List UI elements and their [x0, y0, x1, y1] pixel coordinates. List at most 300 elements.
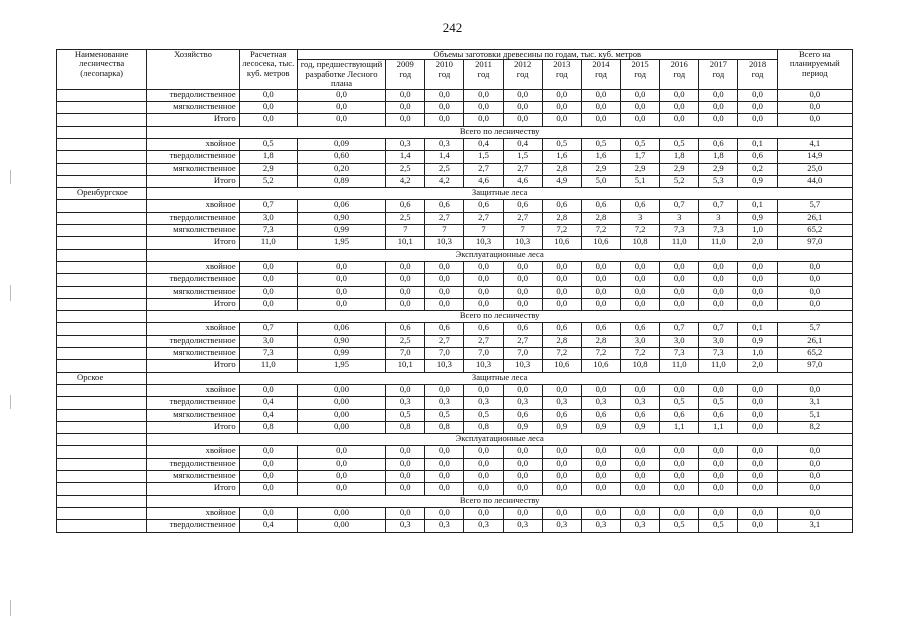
- value-cell: 7,2: [581, 225, 620, 237]
- value-cell: 10,6: [581, 237, 620, 249]
- value-cell: 0,0: [581, 471, 620, 483]
- farm-label: мягколиственное: [147, 225, 239, 237]
- value-cell: 10,6: [581, 360, 620, 372]
- value-cell: 3,0: [239, 212, 297, 224]
- value-cell: 0,0: [738, 409, 777, 421]
- value-cell: 0,3: [503, 397, 542, 409]
- value-cell: 0,0: [425, 286, 464, 298]
- value-cell: 0,8: [425, 421, 464, 433]
- value-cell: 0,0: [386, 102, 425, 114]
- value-cell: 0,3: [621, 397, 660, 409]
- value-cell: 4,2: [386, 175, 425, 187]
- value-cell: 0,20: [297, 163, 385, 175]
- value-cell: 0,0: [699, 384, 738, 396]
- value-cell: 0,0: [621, 114, 660, 126]
- value-cell: 0,6: [699, 409, 738, 421]
- forestry-cell: [57, 495, 147, 507]
- forestry-cell: [57, 520, 147, 532]
- value-cell: 0,0: [297, 274, 385, 286]
- value-cell: 2,0: [738, 360, 777, 372]
- value-cell: 0,00: [297, 520, 385, 532]
- value-cell: 2,7: [503, 163, 542, 175]
- value-cell: 2,7: [464, 163, 503, 175]
- value-cell: 0,5: [542, 139, 581, 151]
- value-cell: 0,7: [699, 323, 738, 335]
- value-cell: 0,0: [386, 384, 425, 396]
- value-cell: 97,0: [777, 360, 852, 372]
- value-cell: 0,3: [621, 520, 660, 532]
- forestry-cell: [57, 360, 147, 372]
- value-cell: 1,4: [386, 151, 425, 163]
- value-cell: 44,0: [777, 175, 852, 187]
- value-cell: 0,5: [660, 397, 699, 409]
- header-year-2011: [464, 60, 503, 89]
- table-row: [57, 384, 853, 396]
- value-cell: 7,0: [425, 348, 464, 360]
- value-cell: 0,6: [503, 200, 542, 212]
- value-cell: 0,0: [464, 483, 503, 495]
- value-cell: 0,0: [386, 261, 425, 273]
- table-row: [57, 360, 853, 372]
- header-cutting-area: Расчетная лесосека, тыс. куб. метров: [239, 50, 297, 90]
- value-cell: 2,7: [425, 335, 464, 347]
- value-cell: 0,0: [297, 483, 385, 495]
- farm-label: твердолиственное: [147, 274, 239, 286]
- value-cell: 0,0: [660, 274, 699, 286]
- header-year-unit: год: [673, 68, 686, 79]
- header-year-unit: год: [477, 68, 490, 79]
- table-row: [57, 139, 853, 151]
- header-year-2016: [660, 60, 699, 89]
- value-cell: 0,0: [425, 261, 464, 273]
- value-cell: 7: [464, 225, 503, 237]
- value-cell: 2,9: [621, 163, 660, 175]
- forestry-cell: [57, 175, 147, 187]
- value-cell: 0,0: [738, 471, 777, 483]
- value-cell: 0,0: [660, 286, 699, 298]
- value-cell: 0,9: [738, 335, 777, 347]
- header-year-value: 2011: [475, 59, 492, 70]
- value-cell: 0,0: [386, 114, 425, 126]
- value-cell: 0,0: [777, 261, 852, 273]
- value-cell: 0,0: [621, 507, 660, 519]
- forestry-cell: [57, 348, 147, 360]
- value-cell: 0,0: [621, 286, 660, 298]
- value-cell: 0,0: [239, 384, 297, 396]
- section-row: [57, 126, 853, 138]
- value-cell: 3: [699, 212, 738, 224]
- header-year-value: 2018: [748, 59, 767, 70]
- value-cell: 0,9: [738, 175, 777, 187]
- value-cell: 0,0: [660, 458, 699, 470]
- value-cell: 0,0: [297, 114, 385, 126]
- value-cell: 5,2: [660, 175, 699, 187]
- value-cell: 0,0: [542, 102, 581, 114]
- value-cell: 10,3: [464, 237, 503, 249]
- value-cell: 0,0: [542, 89, 581, 101]
- value-cell: 0,0: [581, 102, 620, 114]
- value-cell: 0,00: [297, 507, 385, 519]
- section-row: [57, 249, 853, 261]
- value-cell: 7: [425, 225, 464, 237]
- section-label: Всего по лесничеству: [147, 495, 853, 507]
- section-label: Защитные леса: [147, 188, 853, 200]
- value-cell: 0,0: [581, 384, 620, 396]
- table-row: [57, 151, 853, 163]
- value-cell: 0,0: [464, 446, 503, 458]
- value-cell: 0,0: [581, 446, 620, 458]
- forestry-cell: [57, 323, 147, 335]
- farm-label: хвойное: [147, 139, 239, 151]
- value-cell: 0,0: [503, 298, 542, 310]
- value-cell: 0,0: [581, 458, 620, 470]
- farm-label: твердолиственное: [147, 458, 239, 470]
- value-cell: 3,0: [621, 335, 660, 347]
- value-cell: 0,0: [542, 384, 581, 396]
- value-cell: 0,7: [239, 323, 297, 335]
- header-year-2012: [503, 60, 542, 89]
- value-cell: 0,0: [660, 89, 699, 101]
- value-cell: 0,0: [464, 261, 503, 273]
- value-cell: 0,0: [464, 471, 503, 483]
- value-cell: 0,0: [738, 286, 777, 298]
- value-cell: 0,0: [239, 298, 297, 310]
- value-cell: 0,5: [621, 139, 660, 151]
- value-cell: 1,8: [699, 151, 738, 163]
- value-cell: 0,3: [425, 139, 464, 151]
- value-cell: 1,95: [297, 360, 385, 372]
- value-cell: 26,1: [777, 335, 852, 347]
- value-cell: 2,9: [581, 163, 620, 175]
- value-cell: 1,7: [621, 151, 660, 163]
- value-cell: 0,0: [581, 507, 620, 519]
- value-cell: 0,0: [738, 458, 777, 470]
- table-row: [57, 298, 853, 310]
- forestry-cell: [57, 409, 147, 421]
- value-cell: 0,0: [239, 286, 297, 298]
- value-cell: 2,7: [503, 335, 542, 347]
- scan-artifact: [10, 285, 11, 301]
- farm-label: мягколиственное: [147, 409, 239, 421]
- farm-label: Итого: [147, 421, 239, 433]
- header-year-value: 2013: [553, 59, 571, 70]
- value-cell: 0,0: [699, 261, 738, 273]
- forestry-cell: [57, 507, 147, 519]
- value-cell: 0,5: [581, 139, 620, 151]
- value-cell: 0,06: [297, 323, 385, 335]
- value-cell: 11,0: [239, 360, 297, 372]
- value-cell: 0,7: [699, 200, 738, 212]
- value-cell: 0,2: [738, 163, 777, 175]
- forestry-cell: [57, 458, 147, 470]
- value-cell: 0,0: [297, 261, 385, 273]
- value-cell: 0,0: [777, 114, 852, 126]
- farm-label: хвойное: [147, 507, 239, 519]
- value-cell: 0,0: [425, 102, 464, 114]
- farm-label: хвойное: [147, 200, 239, 212]
- value-cell: 0,0: [425, 298, 464, 310]
- farm-label: мягколиственное: [147, 348, 239, 360]
- value-cell: 0,6: [660, 409, 699, 421]
- value-cell: 0,6: [699, 139, 738, 151]
- forestry-cell: [57, 212, 147, 224]
- value-cell: 2,7: [425, 212, 464, 224]
- forestry-cell: [57, 114, 147, 126]
- value-cell: 0,0: [777, 274, 852, 286]
- value-cell: 0,0: [297, 458, 385, 470]
- value-cell: 0,0: [425, 114, 464, 126]
- scan-artifact: [10, 395, 11, 409]
- header-year-value: 2017: [709, 59, 727, 70]
- forestry-cell: [57, 384, 147, 396]
- value-cell: 0,8: [464, 421, 503, 433]
- value-cell: 0,0: [297, 471, 385, 483]
- value-cell: 2,7: [464, 212, 503, 224]
- header-year-unit: год: [438, 68, 451, 79]
- value-cell: 0,0: [464, 114, 503, 126]
- value-cell: 0,0: [464, 102, 503, 114]
- value-cell: 10,3: [425, 237, 464, 249]
- scan-artifact: [10, 170, 11, 184]
- table-row: [57, 274, 853, 286]
- header-year-unit: год: [516, 68, 529, 79]
- forestry-cell: [57, 163, 147, 175]
- value-cell: 0,6: [581, 200, 620, 212]
- value-cell: 2,5: [386, 335, 425, 347]
- value-cell: 1,5: [464, 151, 503, 163]
- value-cell: 0,3: [425, 520, 464, 532]
- value-cell: 0,0: [621, 384, 660, 396]
- value-cell: 0,0: [425, 483, 464, 495]
- value-cell: 0,0: [699, 458, 738, 470]
- value-cell: 0,4: [503, 139, 542, 151]
- value-cell: 0,0: [239, 261, 297, 273]
- value-cell: 5,7: [777, 200, 852, 212]
- value-cell: 0,4: [464, 139, 503, 151]
- value-cell: 0,1: [738, 323, 777, 335]
- value-cell: 0,0: [738, 483, 777, 495]
- value-cell: 0,6: [503, 409, 542, 421]
- table-row: [57, 261, 853, 273]
- farm-label: твердолиственное: [147, 89, 239, 101]
- value-cell: 0,4: [239, 409, 297, 421]
- forestry-cell: [57, 274, 147, 286]
- value-cell: 0,0: [464, 298, 503, 310]
- value-cell: 0,00: [297, 409, 385, 421]
- table-row: [57, 225, 853, 237]
- farm-label: хвойное: [147, 384, 239, 396]
- value-cell: 11,0: [699, 237, 738, 249]
- value-cell: 0,0: [660, 507, 699, 519]
- value-cell: 0,0: [621, 446, 660, 458]
- forestry-cell: [57, 89, 147, 101]
- value-cell: 7,0: [464, 348, 503, 360]
- forestry-cell: [57, 151, 147, 163]
- value-cell: 0,0: [386, 298, 425, 310]
- value-cell: 10,8: [621, 360, 660, 372]
- value-cell: 0,0: [386, 483, 425, 495]
- farm-label: твердолиственное: [147, 151, 239, 163]
- value-cell: 0,0: [699, 102, 738, 114]
- value-cell: 1,6: [581, 151, 620, 163]
- value-cell: 0,3: [386, 520, 425, 532]
- value-cell: 0,5: [239, 139, 297, 151]
- value-cell: 0,0: [386, 471, 425, 483]
- value-cell: 0,0: [699, 483, 738, 495]
- value-cell: 0,0: [386, 274, 425, 286]
- value-cell: 0,6: [621, 409, 660, 421]
- value-cell: 0,0: [425, 384, 464, 396]
- header-year-unit: год: [555, 68, 568, 79]
- value-cell: 0,0: [386, 458, 425, 470]
- value-cell: 3,0: [660, 335, 699, 347]
- value-cell: 0,0: [542, 483, 581, 495]
- value-cell: 0,5: [699, 397, 738, 409]
- value-cell: 0,0: [660, 384, 699, 396]
- value-cell: 7,3: [699, 348, 738, 360]
- value-cell: 0,0: [425, 507, 464, 519]
- farm-label: твердолиственное: [147, 520, 239, 532]
- value-cell: 65,2: [777, 225, 852, 237]
- farm-label: мягколиственное: [147, 471, 239, 483]
- header-year-2010: [425, 60, 464, 89]
- value-cell: 2,9: [239, 163, 297, 175]
- value-cell: 0,0: [738, 446, 777, 458]
- value-cell: 0,6: [738, 151, 777, 163]
- value-cell: 3,0: [699, 335, 738, 347]
- value-cell: 10,3: [503, 237, 542, 249]
- value-cell: 0,0: [738, 274, 777, 286]
- value-cell: 0,0: [503, 274, 542, 286]
- value-cell: 7,2: [542, 348, 581, 360]
- value-cell: 0,0: [699, 446, 738, 458]
- value-cell: 1,6: [542, 151, 581, 163]
- value-cell: 0,0: [297, 298, 385, 310]
- value-cell: 0,0: [660, 483, 699, 495]
- value-cell: 0,6: [425, 200, 464, 212]
- value-cell: 0,0: [777, 471, 852, 483]
- value-cell: 0,0: [621, 102, 660, 114]
- value-cell: 0,0: [777, 384, 852, 396]
- value-cell: 0,0: [738, 102, 777, 114]
- farm-label: Итого: [147, 237, 239, 249]
- farm-label: хвойное: [147, 261, 239, 273]
- harvest-volume-table: [56, 49, 853, 533]
- value-cell: 0,0: [464, 89, 503, 101]
- value-cell: 0,3: [425, 397, 464, 409]
- value-cell: 0,0: [542, 507, 581, 519]
- value-cell: 11,0: [660, 237, 699, 249]
- value-cell: 2,7: [503, 212, 542, 224]
- forestry-cell: [57, 249, 147, 261]
- forestry-cell: [57, 102, 147, 114]
- value-cell: 0,3: [464, 520, 503, 532]
- value-cell: 0,6: [386, 200, 425, 212]
- value-cell: 0,0: [503, 261, 542, 273]
- header-year-unit: год: [595, 68, 607, 79]
- farm-label: Итого: [147, 114, 239, 126]
- value-cell: 0,3: [386, 139, 425, 151]
- value-cell: 0,0: [660, 261, 699, 273]
- value-cell: 0,90: [297, 212, 385, 224]
- value-cell: 2,0: [738, 237, 777, 249]
- value-cell: 5,1: [621, 175, 660, 187]
- value-cell: 0,0: [425, 471, 464, 483]
- value-cell: 2,9: [660, 163, 699, 175]
- value-cell: 0,0: [581, 274, 620, 286]
- farm-label: твердолиственное: [147, 397, 239, 409]
- section-label: Эксплуатационные леса: [147, 434, 853, 446]
- section-row: [57, 434, 853, 446]
- value-cell: 0,0: [464, 384, 503, 396]
- table-row: [57, 409, 853, 421]
- table-row: [57, 397, 853, 409]
- value-cell: 0,0: [660, 471, 699, 483]
- value-cell: 0,6: [386, 323, 425, 335]
- value-cell: 0,0: [503, 471, 542, 483]
- value-cell: 5,0: [581, 175, 620, 187]
- table-row: [57, 102, 853, 114]
- value-cell: 0,0: [581, 298, 620, 310]
- value-cell: 2,5: [425, 163, 464, 175]
- forestry-cell: [57, 298, 147, 310]
- forestry-cell: [57, 261, 147, 273]
- header-year-2009: [386, 60, 425, 89]
- forestry-cell: [57, 200, 147, 212]
- value-cell: 0,0: [297, 446, 385, 458]
- value-cell: 10,6: [542, 237, 581, 249]
- value-cell: 0,0: [699, 274, 738, 286]
- section-row: [57, 188, 853, 200]
- value-cell: 0,0: [621, 274, 660, 286]
- value-cell: 0,7: [660, 323, 699, 335]
- value-cell: 0,0: [386, 446, 425, 458]
- value-cell: 0,0: [464, 274, 503, 286]
- value-cell: 0,0: [738, 507, 777, 519]
- value-cell: 0,0: [503, 384, 542, 396]
- value-cell: 7,3: [239, 225, 297, 237]
- value-cell: 7,2: [581, 348, 620, 360]
- page-number: 242: [442, 20, 463, 35]
- value-cell: 0,0: [239, 458, 297, 470]
- value-cell: 7,2: [542, 225, 581, 237]
- value-cell: 3,0: [239, 335, 297, 347]
- value-cell: 4,6: [503, 175, 542, 187]
- value-cell: 0,9: [621, 421, 660, 433]
- value-cell: 0,0: [503, 102, 542, 114]
- value-cell: 7: [503, 225, 542, 237]
- value-cell: 7,2: [621, 225, 660, 237]
- value-cell: 0,0: [542, 114, 581, 126]
- header-year-2015: [621, 60, 660, 89]
- farm-label: Итого: [147, 483, 239, 495]
- value-cell: 0,0: [425, 274, 464, 286]
- value-cell: 0,0: [777, 102, 852, 114]
- value-cell: 0,0: [542, 446, 581, 458]
- forestry-cell: [57, 335, 147, 347]
- value-cell: 0,9: [738, 212, 777, 224]
- value-cell: 0,0: [464, 507, 503, 519]
- table-row: [57, 446, 853, 458]
- forestry-cell: [57, 311, 147, 323]
- farm-label: Итого: [147, 360, 239, 372]
- value-cell: 7: [386, 225, 425, 237]
- value-cell: 10,6: [542, 360, 581, 372]
- value-cell: 10,3: [425, 360, 464, 372]
- value-cell: 0,5: [699, 520, 738, 532]
- value-cell: 0,0: [660, 102, 699, 114]
- value-cell: 0,0: [777, 483, 852, 495]
